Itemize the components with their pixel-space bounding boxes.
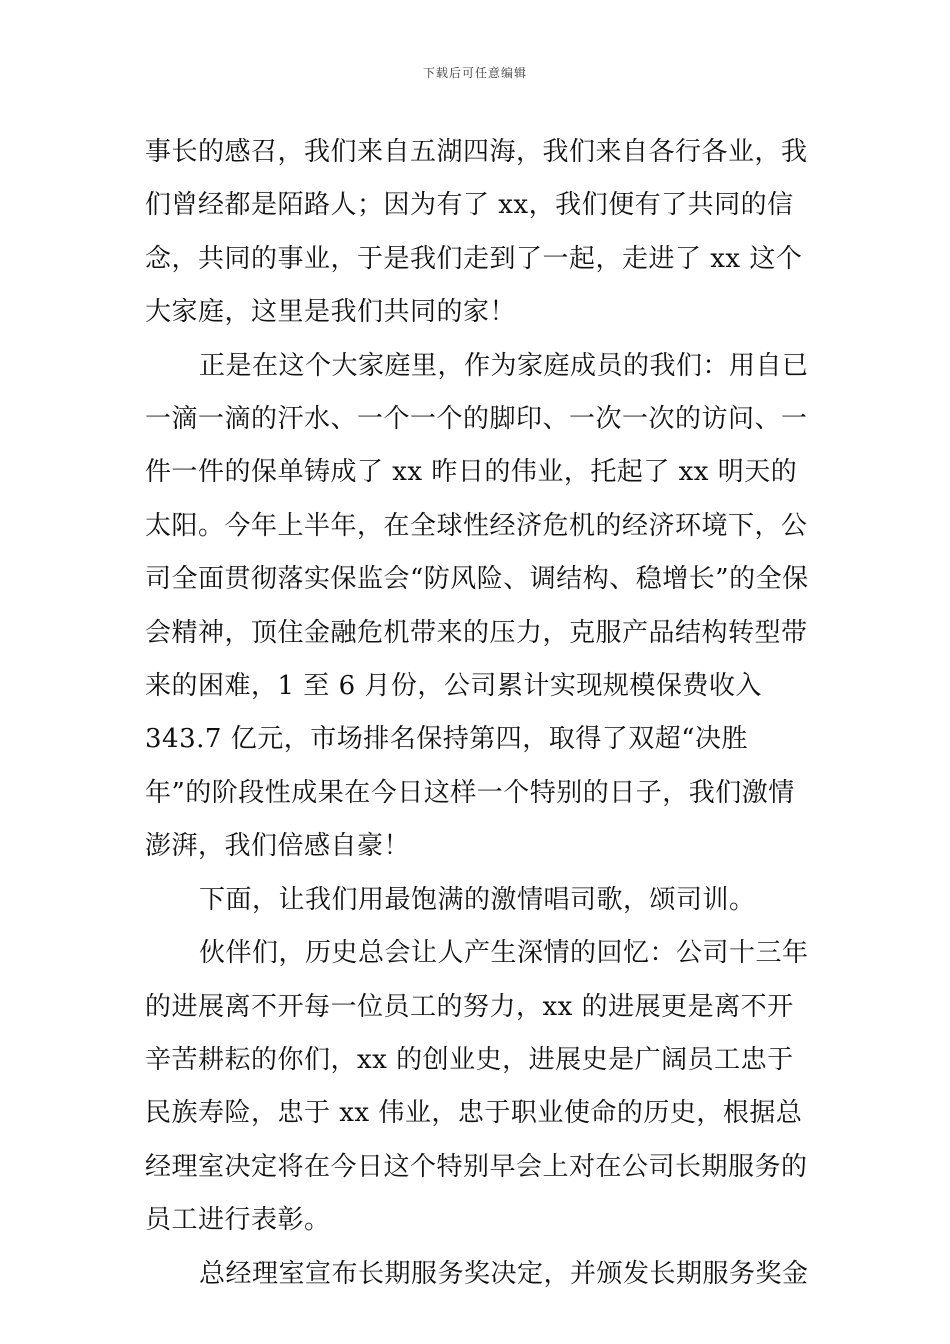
paragraph-3: 下面，让我们用最饱满的激情唱司歌，颂司训。 [199, 884, 756, 915]
paragraph-1: 事长的感召，我们来自五湖四海，我们来自各行各业，我们曾经都是陌路人；因为有了 xx，我们便有了共同的信念，共同的事业，于是我们走到了一起，走进了 xx 这个大家庭，这里是我们共同的家！ [145, 137, 808, 328]
paragraph-5: 总经理室宣布长期服务奖决定，并颁发长期服务奖金 [199, 1258, 809, 1289]
document-body [145, 126, 810, 1301]
paragraph-2: 正是在这个大家庭里，作为家庭成员的我们：用自已一滴一滴的汗水、一个一个的脚印、一次一次的访问、一件一件的保单铸成了 xx 昨日的伟业，托起了 xx 明天的太阳。今年上半年，在全球性经济危机的经济环境下，公司全面贯彻落实保监会“防风险、调结构、稳增长”的全保会精神，顶住金融危机带来的压力，克服产品结构转型带来的困难，1 至 6 月份，公司累计实现规模保费收入 343.7 亿元，市场排名保持第四，取得了双超“决胜年”的阶段性成果在今日这样一个特别的日子，我们激情澎湃，我们倍感自豪！ [145, 350, 809, 862]
paragraph-4: 伙伴们，历史总会让人产生深情的回忆：公司十三年的进展离不开每一位员工的努力，xx 的进展更是离不开辛苦耕耘的你们，xx 的创业史，进展史是广阔员工忠于民族寿险，忠于 xx 伟业，忠于职业使命的历史，根据总经理室决定将在今日这个特别早会上对在公司长期服务的员工进行表彰。 [145, 938, 809, 1236]
page-header: 下载后可任意编辑 [422, 66, 527, 80]
